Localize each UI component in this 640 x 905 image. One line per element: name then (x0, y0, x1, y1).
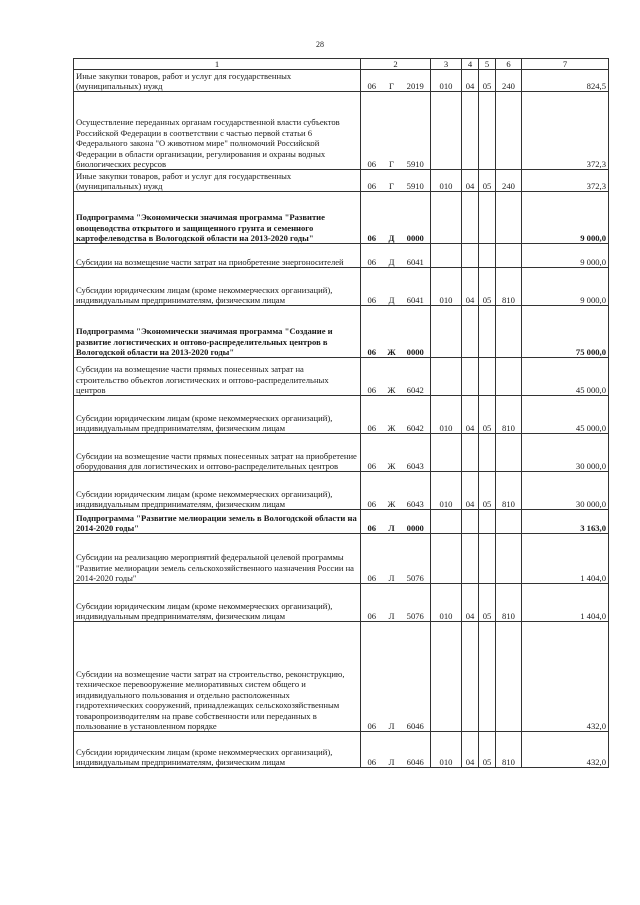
subsection-code-cell (479, 534, 496, 584)
subsection-code-cell (479, 192, 496, 244)
section-code-cell (462, 92, 479, 170)
target-article-part-1: 06 (361, 510, 383, 534)
grbs-code-cell (431, 306, 462, 358)
section-code-cell: 04 (462, 170, 479, 192)
grbs-code-cell (431, 622, 462, 732)
subsection-code-cell (479, 358, 496, 396)
row-name-cell: Субсидии на возмещение части затрат на строительство, реконструкцию, техническое перевооружение мелиоративных систем общего и индивидуального пользования и отдельно расположенных гидротехнических сооружений, принадлежащих сельскохозяйственным товаропроизводителям на праве собственности или переданных в пользование в установленном порядке (74, 622, 361, 732)
grbs-code-cell (431, 434, 462, 472)
target-article-part-1: 06 (361, 170, 383, 192)
target-article-part-3: 0000 (401, 510, 431, 534)
target-article-part-1: 06 (361, 534, 383, 584)
expense-type-cell: 810 (496, 732, 522, 768)
grbs-code-cell: 010 (431, 472, 462, 510)
grbs-code-cell (431, 192, 462, 244)
table-row (74, 622, 609, 732)
target-article-part-3: 6043 (401, 434, 431, 472)
row-name-cell: Подпрограмма "Экономически значимая программа "Создание и развитие логистических и оптово-распределительных центров в Вологодской области на 2013-2020 годы" (74, 306, 361, 358)
section-code-cell: 04 (462, 472, 479, 510)
target-article-part-2: Л (383, 622, 401, 732)
row-name-cell: Субсидии юридическим лицам (кроме некоммерческих организаций), индивидуальным предпринимателям, физическим лицам (74, 396, 361, 434)
target-article-part-3: 0000 (401, 306, 431, 358)
table-row (74, 70, 609, 92)
subsection-code-cell: 05 (479, 170, 496, 192)
row-name-cell: Субсидии на возмещение части прямых понесенных затрат на приобретение оборудования для логистических и оптово-распределительных центров (74, 434, 361, 472)
target-article-part-3: 0000 (401, 192, 431, 244)
subsection-code-cell (479, 434, 496, 472)
target-article-part-2: Г (383, 70, 401, 92)
expense-type-cell (496, 192, 522, 244)
row-name-cell: Субсидии на реализацию мероприятий федеральной целевой программы "Развитие мелиорации земель сельскохозяйственного назначения России на 2014-2020 годы" (74, 534, 361, 584)
page-number: 28 (316, 40, 324, 49)
target-article-part-2: Д (383, 268, 401, 306)
section-code-cell (462, 510, 479, 534)
row-name-cell: Подпрограмма "Развитие мелиорации земель в Вологодской области на 2014-2020 годы" (74, 510, 361, 534)
column-header-5: 5 (479, 59, 496, 70)
grbs-code-cell: 010 (431, 584, 462, 622)
expense-type-cell (496, 510, 522, 534)
table-row (74, 92, 609, 170)
section-code-cell (462, 244, 479, 268)
expense-type-cell (496, 622, 522, 732)
subsection-code-cell (479, 92, 496, 170)
table-row (74, 732, 609, 768)
target-article-part-2: Ж (383, 306, 401, 358)
table-row (74, 584, 609, 622)
column-header-6: 6 (496, 59, 522, 70)
target-article-part-2: Ж (383, 434, 401, 472)
expense-type-cell: 810 (496, 472, 522, 510)
target-article-part-1: 06 (361, 306, 383, 358)
amount-cell: 824,5 (522, 70, 609, 92)
expense-type-cell: 240 (496, 70, 522, 92)
expense-type-cell: 810 (496, 396, 522, 434)
grbs-code-cell: 010 (431, 70, 462, 92)
amount-cell: 3 163,0 (522, 510, 609, 534)
target-article-part-1: 06 (361, 434, 383, 472)
section-code-cell: 04 (462, 268, 479, 306)
target-article-part-3: 6046 (401, 622, 431, 732)
grbs-code-cell: 010 (431, 396, 462, 434)
subsection-code-cell (479, 244, 496, 268)
section-code-cell (462, 358, 479, 396)
expense-type-cell (496, 434, 522, 472)
subsection-code-cell: 05 (479, 584, 496, 622)
row-name-cell: Иные закупки товаров, работ и услуг для государственных (муниципальных) нужд (74, 70, 361, 92)
subsection-code-cell (479, 306, 496, 358)
table-row (74, 534, 609, 584)
target-article-part-2: Д (383, 244, 401, 268)
amount-cell: 9 000,0 (522, 268, 609, 306)
row-name-cell: Субсидии юридическим лицам (кроме некоммерческих организаций), индивидуальным предпринимателям, физическим лицам (74, 472, 361, 510)
amount-cell: 1 404,0 (522, 534, 609, 584)
expense-type-cell (496, 244, 522, 268)
target-article-part-3: 5910 (401, 92, 431, 170)
table-row (74, 396, 609, 434)
grbs-code-cell (431, 510, 462, 534)
amount-cell: 432,0 (522, 732, 609, 768)
section-code-cell (462, 534, 479, 584)
target-article-part-1: 06 (361, 70, 383, 92)
row-name-cell: Иные закупки товаров, работ и услуг для государственных (муниципальных) нужд (74, 170, 361, 192)
column-header-4: 4 (462, 59, 479, 70)
table-row (74, 510, 609, 534)
amount-cell: 45 000,0 (522, 396, 609, 434)
target-article-part-3: 5910 (401, 170, 431, 192)
amount-cell: 372,3 (522, 92, 609, 170)
subsection-code-cell (479, 622, 496, 732)
section-code-cell (462, 434, 479, 472)
amount-cell: 30 000,0 (522, 472, 609, 510)
target-article-part-1: 06 (361, 396, 383, 434)
target-article-part-2: Д (383, 192, 401, 244)
row-name-cell: Субсидии на возмещение части затрат на приобретение энергоносителей (74, 244, 361, 268)
target-article-part-3: 6041 (401, 268, 431, 306)
grbs-code-cell: 010 (431, 268, 462, 306)
grbs-code-cell (431, 92, 462, 170)
amount-cell: 45 000,0 (522, 358, 609, 396)
amount-cell: 30 000,0 (522, 434, 609, 472)
expense-type-cell: 810 (496, 584, 522, 622)
amount-cell: 372,3 (522, 170, 609, 192)
grbs-code-cell: 010 (431, 732, 462, 768)
section-code-cell: 04 (462, 732, 479, 768)
section-code-cell: 04 (462, 584, 479, 622)
subsection-code-cell: 05 (479, 268, 496, 306)
column-header-2: 2 (361, 59, 431, 70)
row-name-cell: Субсидии на возмещение части прямых понесенных затрат на строительство объектов логистических и оптово-распределительных центров (74, 358, 361, 396)
target-article-part-1: 06 (361, 192, 383, 244)
subsection-code-cell: 05 (479, 70, 496, 92)
table-row (74, 306, 609, 358)
target-article-part-2: Г (383, 92, 401, 170)
section-code-cell (462, 192, 479, 244)
target-article-part-3: 5076 (401, 534, 431, 584)
target-article-part-1: 06 (361, 732, 383, 768)
row-name-cell: Подпрограмма "Экономически значимая программа "Развитие овощеводства открытого и защищенного грунта и семенного картофелеводства в Вологодской области на 2013-2020 годы" (74, 192, 361, 244)
section-code-cell: 04 (462, 396, 479, 434)
grbs-code-cell (431, 244, 462, 268)
target-article-part-1: 06 (361, 92, 383, 170)
row-name-cell: Субсидии юридическим лицам (кроме некоммерческих организаций), индивидуальным предпринимателям, физическим лицам (74, 584, 361, 622)
target-article-part-1: 06 (361, 358, 383, 396)
target-article-part-3: 6042 (401, 358, 431, 396)
expense-type-cell (496, 358, 522, 396)
target-article-part-2: Л (383, 510, 401, 534)
target-article-part-1: 06 (361, 584, 383, 622)
amount-cell: 75 000,0 (522, 306, 609, 358)
target-article-part-2: Л (383, 534, 401, 584)
subsection-code-cell: 05 (479, 396, 496, 434)
target-article-part-1: 06 (361, 268, 383, 306)
target-article-part-2: Л (383, 732, 401, 768)
expense-type-cell (496, 534, 522, 584)
grbs-code-cell (431, 358, 462, 396)
target-article-part-3: 5076 (401, 584, 431, 622)
target-article-part-1: 06 (361, 622, 383, 732)
target-article-part-2: Ж (383, 358, 401, 396)
target-article-part-1: 06 (361, 244, 383, 268)
table-row (74, 472, 609, 510)
target-article-part-1: 06 (361, 472, 383, 510)
target-article-part-2: Г (383, 170, 401, 192)
budget-table (73, 58, 609, 768)
target-article-part-3: 6046 (401, 732, 431, 768)
section-code-cell (462, 622, 479, 732)
table-row (74, 434, 609, 472)
column-header-3: 3 (431, 59, 462, 70)
expense-type-cell (496, 306, 522, 358)
expense-type-cell (496, 92, 522, 170)
column-header-7: 7 (522, 59, 609, 70)
column-header-1: 1 (74, 59, 361, 70)
amount-cell: 1 404,0 (522, 584, 609, 622)
target-article-part-3: 6042 (401, 396, 431, 434)
subsection-code-cell: 05 (479, 732, 496, 768)
subsection-code-cell (479, 510, 496, 534)
table-row (74, 268, 609, 306)
row-name-cell: Субсидии юридическим лицам (кроме некоммерческих организаций), индивидуальным предпринимателям, физическим лицам (74, 268, 361, 306)
budget-table-body (74, 59, 609, 768)
table-row (74, 170, 609, 192)
amount-cell: 9 000,0 (522, 192, 609, 244)
target-article-part-3: 6043 (401, 472, 431, 510)
expense-type-cell: 810 (496, 268, 522, 306)
amount-cell: 9 000,0 (522, 244, 609, 268)
row-name-cell: Осуществление переданных органам государственной власти субъектов Российской Федерации в соответствии с частью первой статьи 6 Федерального закона "О животном мире" полномочий Российской Федерации в области организации, регулирования и охраны водных биологических ресурсов (74, 92, 361, 170)
amount-cell: 432,0 (522, 622, 609, 732)
grbs-code-cell (431, 534, 462, 584)
target-article-part-3: 6041 (401, 244, 431, 268)
section-code-cell: 04 (462, 70, 479, 92)
target-article-part-2: Л (383, 584, 401, 622)
column-header-row (74, 59, 609, 70)
expense-type-cell: 240 (496, 170, 522, 192)
target-article-part-3: 2019 (401, 70, 431, 92)
table-row (74, 244, 609, 268)
target-article-part-2: Ж (383, 396, 401, 434)
table-row (74, 192, 609, 244)
grbs-code-cell: 010 (431, 170, 462, 192)
section-code-cell (462, 306, 479, 358)
row-name-cell: Субсидии юридическим лицам (кроме некоммерческих организаций), индивидуальным предпринимателям, физическим лицам (74, 732, 361, 768)
table-row (74, 358, 609, 396)
subsection-code-cell: 05 (479, 472, 496, 510)
target-article-part-2: Ж (383, 472, 401, 510)
